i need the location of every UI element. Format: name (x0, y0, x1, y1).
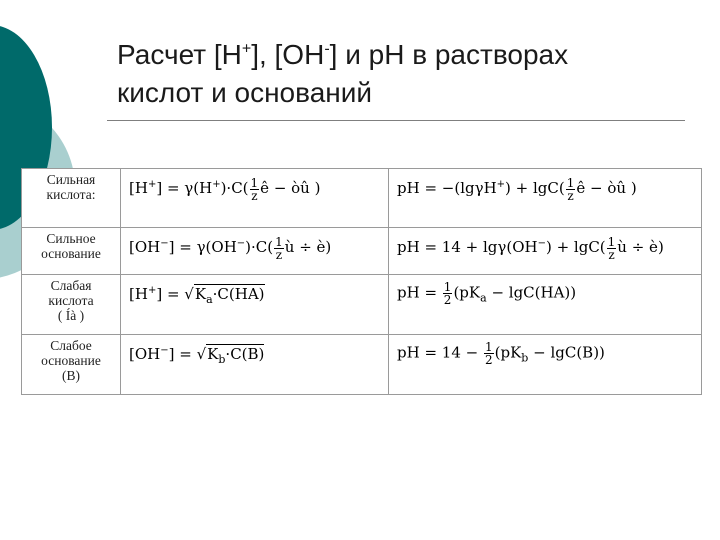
title-part-3: ] и pH в растворах (329, 39, 569, 70)
concentration-formula-cell (121, 335, 389, 395)
label-line: (B) (62, 368, 80, 383)
ph-formula: pH = $\frac{1}{2}$ $(pK_a - \lg C(HA))$ (397, 280, 577, 307)
title-part-1: Расчет [H (117, 39, 242, 70)
title-sup-1: + (241, 40, 252, 58)
radical: $K_a\cdot C(HA)$ (194, 285, 265, 306)
table-row (22, 169, 702, 228)
row-label (22, 335, 120, 383)
row-label-cell (22, 335, 121, 395)
ph-formula-cell (389, 275, 702, 335)
label-line: Слабое (50, 338, 92, 353)
ph-formula: pH = 14 − $\frac{1}{2}$ $(pK_b - \lg C(B))$ (397, 340, 605, 367)
formula-table (21, 168, 702, 395)
title-divider (107, 120, 685, 121)
slide-title (117, 36, 707, 112)
fraction: $\frac{1}{2}$ (484, 340, 493, 367)
table-row (22, 335, 702, 395)
ph-formula: pH = −(lgγH+) + lgC( $\frac{1}{z}$ ê − òû ) (397, 175, 637, 203)
title-part-2: ], [OH (251, 39, 325, 70)
concentration-formula-cell (121, 275, 389, 335)
table-row (22, 275, 702, 335)
radical: $K_b\cdot C(B)$ (207, 345, 265, 366)
table-row (22, 228, 702, 275)
row-label-cell (22, 169, 121, 228)
concentration-formula-cell (121, 169, 389, 228)
label-line: кислота (48, 293, 94, 308)
fraction: $\frac{1}{2}$ (443, 280, 452, 307)
ph-formula-cell (389, 335, 702, 395)
row-label (22, 169, 120, 202)
fraction: $\frac{1}{z}$ (250, 175, 259, 203)
label-line: Сильное (46, 231, 96, 246)
label-line: ( Íà ) (57, 308, 85, 323)
row-label-cell (22, 228, 121, 275)
label-line: основание (41, 353, 101, 368)
fraction: $\frac{1}{z}$ (607, 234, 616, 262)
row-label (22, 275, 120, 323)
concentration-formula: [OH−] = γ(OH−)·C( $\frac{1}{z}$ ù ÷ è) (129, 234, 332, 262)
label-line: Слабая (50, 278, 92, 293)
title-sup-2: - (324, 40, 330, 58)
ph-formula-cell (389, 169, 702, 228)
fraction: $\frac{1}{z}$ (566, 175, 575, 203)
title-line-2: кислот и оснований (117, 77, 373, 108)
label-line: основание (41, 246, 101, 261)
label-line: кислота: (46, 187, 96, 202)
label-line: Сильная (46, 172, 96, 187)
concentration-formula: [H+] = γ(H+)·C( $\frac{1}{z}$ ê − òû ) (129, 175, 321, 203)
ph-formula: pH = 14 + lgγ(OH−) + lgC( $\frac{1}{z}$ ù ÷ è) (397, 234, 664, 262)
row-label (22, 228, 120, 261)
concentration-formula-cell (121, 228, 389, 275)
row-label-cell (22, 275, 121, 335)
fraction: $\frac{1}{z}$ (275, 234, 283, 262)
ph-formula-cell (389, 228, 702, 275)
concentration-formula: $[H^+] = √K_a\cdot C(HA)$ (129, 285, 265, 306)
concentration-formula: $[OH^-] = √K_b\cdot C(B)$ (129, 345, 265, 366)
